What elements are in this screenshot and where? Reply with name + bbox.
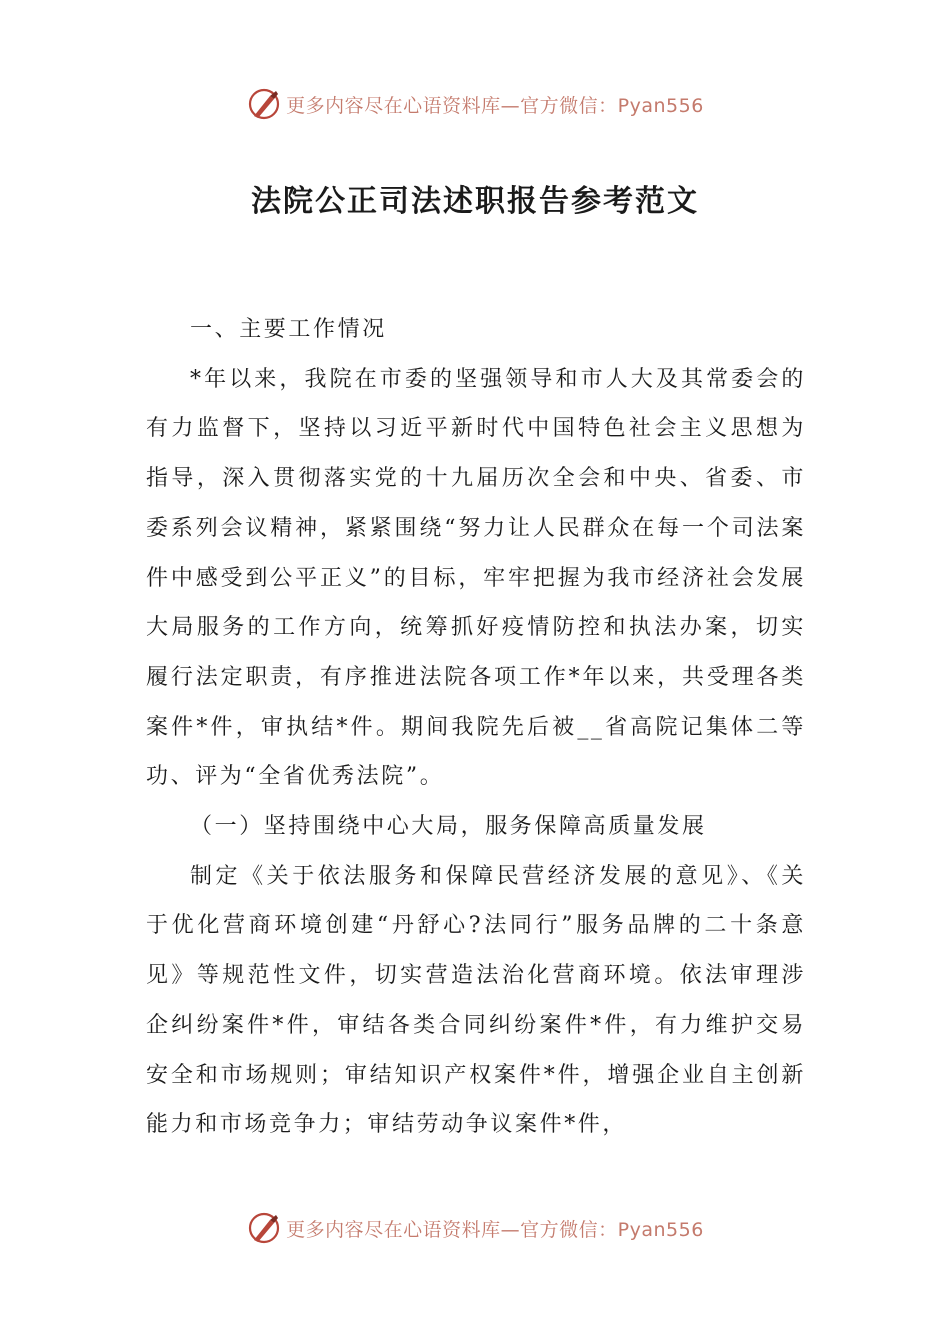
- watermark-text: 更多内容尽在心语资料库—官方微信：Pyan556: [286, 1218, 704, 1241]
- section-heading: 一、主要工作情况: [190, 317, 387, 342]
- document-body: [146, 305, 806, 1150]
- body-paragraph: *年以来，我院在市委的坚强领导和市人大及其常委会的有力监督下，坚持以习近平新时代中国特色社会主义思想为指导，深入贯彻落实党的十九届历次全会和中央、省委、市委系列会议精神，紧紧围绕“努力让人民群众在每一个司法案件中感受到公平正义”的目标，牢牢把握为我市经济社会发展大局服务的工作方向，统筹抓好疫情防控和执法办案，切实履行法定职责，有序推进法院各项工作*年以来，共受理各类案件*件，审执结*件。期间我院先后被__省高院记集体二等功、评为“全省优秀法院”。: [146, 366, 806, 790]
- document-title: 法院公正司法述职报告参考范文: [251, 184, 699, 219]
- pen-nib-logo-icon: [246, 86, 282, 122]
- body-paragraph: 制定《关于依法服务和保障民营经济发展的意见》、《关于优化营商环境创建“丹舒心?法同行”服务品牌的二十条意见》等规范性文件，切实营造法治化营商环境。依法审理涉企纠纷案件*件，审结各类合同纠纷案件*件，有力维护交易安全和市场规则；审结知识产权案件*件，增强企业自主创新能力和市场竞争力；审结劳动争议案件*件，: [146, 863, 806, 1138]
- subsection-heading: （一）坚持围绕中心大局，服务保障高质量发展: [190, 814, 707, 840]
- pen-nib-logo-icon: [246, 1210, 282, 1246]
- watermark-header: [0, 82, 950, 126]
- watermark-footer: [0, 1206, 950, 1250]
- watermark-text: 更多内容尽在心语资料库—官方微信：Pyan556: [286, 94, 704, 117]
